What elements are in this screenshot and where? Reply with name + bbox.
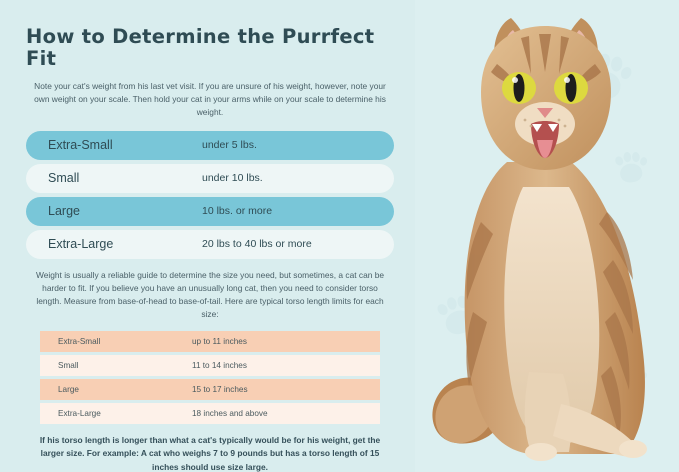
footer-paragraph: If his torso length is longer than what a cat's typically would be for his weight, get the larger size. For example: A cat who weighs 7 to 9 pounds but has a torso length of 15 inches should use size large. — [39, 434, 381, 472]
table-row — [40, 355, 380, 376]
table-row — [40, 403, 380, 424]
weight-range-value: 20 lbs to 40 lbs or more — [202, 238, 312, 251]
table-row — [40, 379, 380, 400]
torso-size-label: Small — [58, 360, 79, 370]
table-row — [26, 197, 394, 226]
torso-length-value: 18 inches and above — [192, 408, 268, 418]
weight-size-label: Extra-Large — [48, 237, 114, 252]
weight-range-value: under 10 lbs. — [202, 172, 263, 185]
torso-note-paragraph: Weight is usually a reliable guide to determine the size you need, but sometimes, a cat can be harder to fit. If you believe you have an unusually long cat, then you need to consider torso length. Measure from base-of-head to base-of-tail. Here are typical torso length limits for each size: — [35, 269, 385, 319]
cat-photo — [415, 12, 679, 472]
table-row — [26, 230, 394, 259]
weight-range-value: under 5 lbs. — [202, 139, 257, 152]
intro-paragraph: Note your cat's weight from his last vet visit. If you are unsure of his weight, however, note your own weight on your scale. Then hold your cat in your arms while on your scale to determine his weight. — [34, 80, 386, 117]
table-row — [26, 131, 394, 160]
cat-photo-panel — [415, 0, 679, 472]
table-row — [40, 331, 380, 352]
weight-range-value: 10 lbs. or more — [202, 205, 273, 218]
weight-size-label: Extra-Small — [48, 138, 113, 153]
torso-size-label: Extra-Large — [58, 408, 101, 418]
torso-length-value: up to 11 inches — [192, 336, 247, 346]
torso-size-label: Extra-Small — [58, 336, 101, 346]
torso-size-label: Large — [58, 384, 79, 394]
weight-size-label: Large — [48, 204, 80, 219]
page-title: How to Determine the Purrfect Fit — [26, 25, 375, 71]
weight-size-table — [26, 131, 394, 259]
torso-length-value: 15 to 17 inches — [192, 384, 248, 394]
weight-size-label: Small — [48, 171, 80, 186]
table-row — [26, 164, 394, 193]
torso-length-value: 11 to 14 inches — [192, 360, 247, 370]
torso-length-table — [40, 331, 380, 424]
